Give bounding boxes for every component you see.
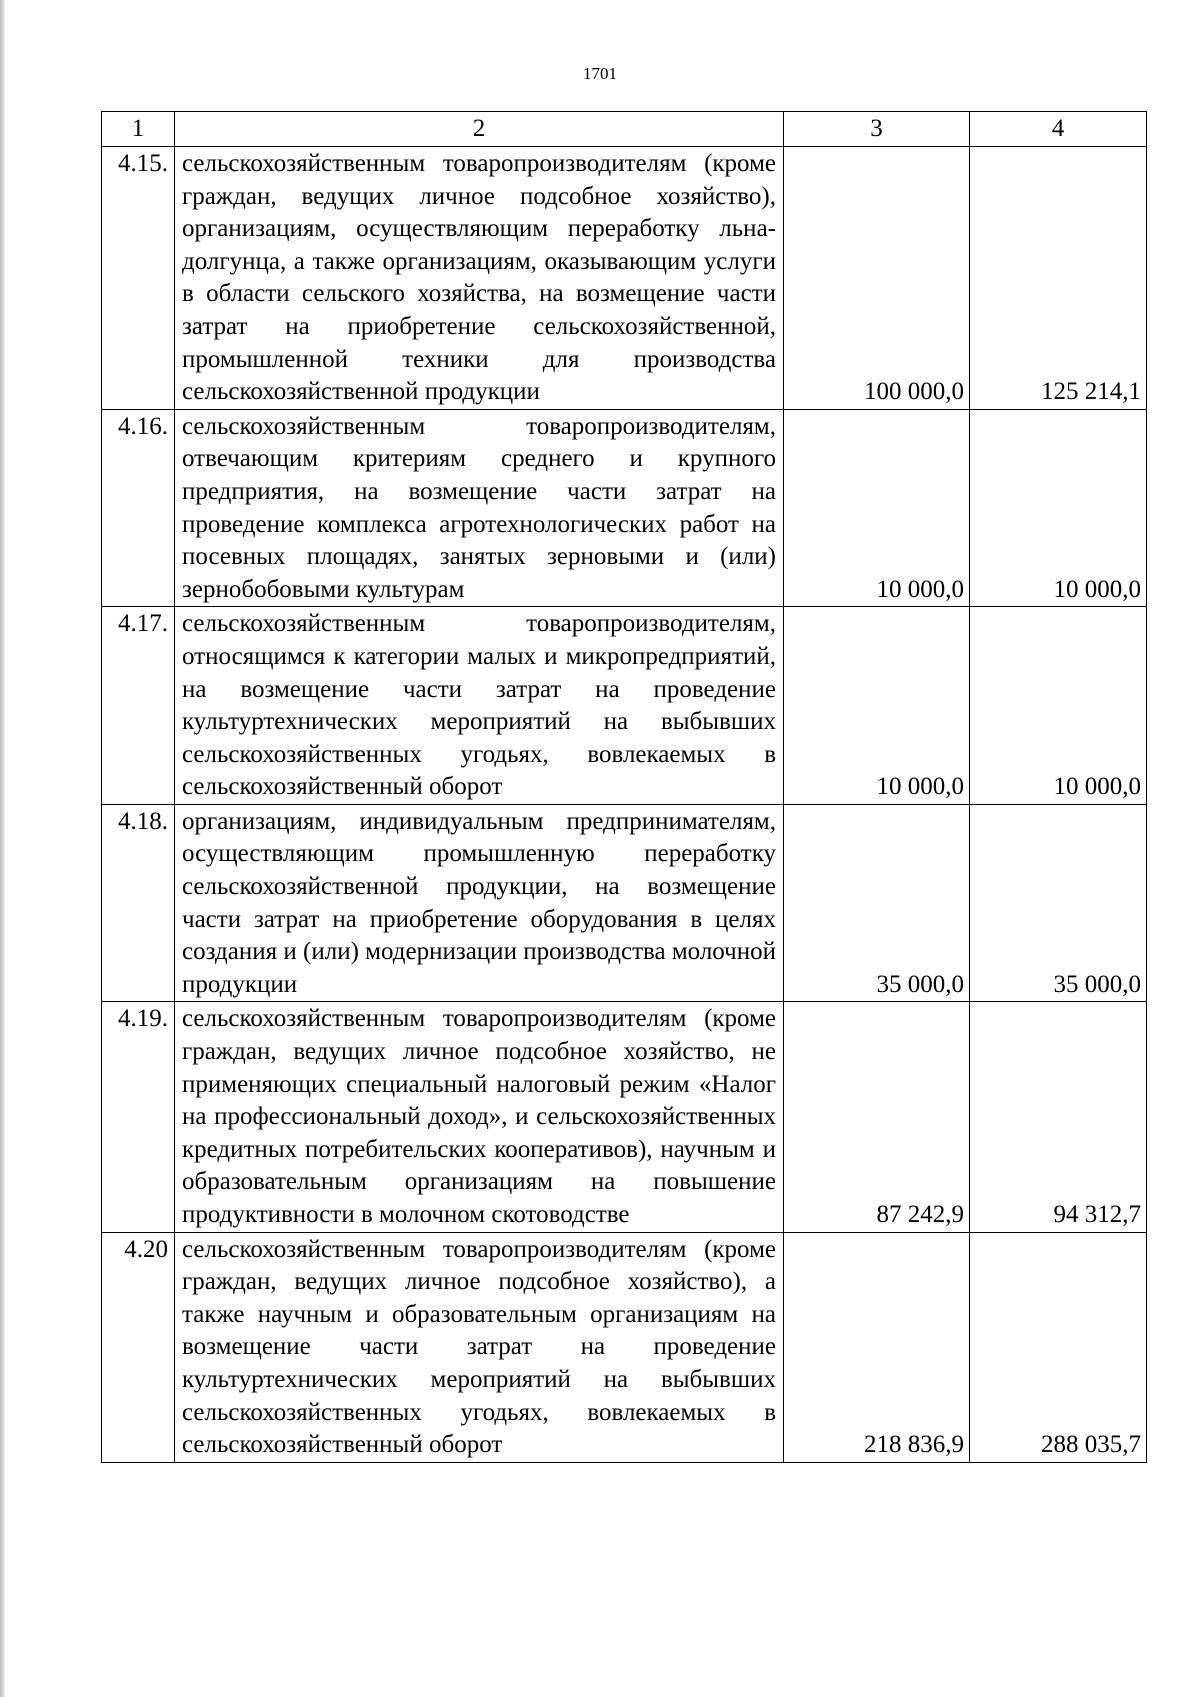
row-description [175,409,784,607]
row-description-text: организациям, индивидуальным предпринимателям, осуществляющим промышленную переработку сельскохозяйственной продукции, на возмещение части затрат на приобретение оборудования в целях создания и (или) модернизации производства молочной продукции [182,807,776,998]
table-row [102,607,1147,805]
scan-edge [0,0,5,1697]
table-row [102,1002,1147,1232]
row-value-col4: 94 312,7 [970,1002,1147,1232]
row-description [175,1232,784,1462]
page-number: 1701 [583,64,617,83]
row-value-col4: 35 000,0 [970,804,1147,1002]
row-description-text: сельскохозяйственным товаропроизводителям, относящимся к категории малых и микропредприятий, на возмещение части затрат на проведение культуртехнических мероприятий на выбывших сельскохозяйственных угодьях, вовлекаемых в сельскохозяйственный оборот [182,610,776,801]
row-number: 4.19. [102,1002,175,1232]
header-cell-1: 1 [102,112,175,147]
row-description [175,607,784,805]
row-description-text: сельскохозяйственным товаропроизводителям (кроме граждан, ведущих личное подсобное хозяйство), а также научным и образовательным организациям на возмещение части затрат на проведение культуртехнических мероприятий на выбывших сельскохозяйственных угодьях, вовлекаемых в сельскохозяйственный оборот [182,1235,776,1459]
row-value-col3: 218 836,9 [784,1232,970,1462]
row-description [175,147,784,410]
row-description-text: сельскохозяйственным товаропроизводителям (кроме граждан, ведущих личное подсобное хозяйство, не применяющих специальный налоговый режим «Налог на профессиональный доход», и сельскохозяйственных кредитных потребительских кооперативов), научным и образовательным организациям на повышение продуктивности в молочном скотоводстве [182,1005,776,1228]
table-row [102,147,1147,410]
row-description-text: сельскохозяйственным товаропроизводителям (кроме граждан, ведущих личное подсобное хозяйство), организациям, осуществляющим переработку льна-долгунца, а также организациям, оказывающим услуги в области сельского хозяйства, на возмещение части затрат на приобретение сельскохозяйственной, промышленной техники для производства сельскохозяйственной продукции [182,150,776,406]
row-value-col3: 87 242,9 [784,1002,970,1232]
row-number: 4.20 [102,1232,175,1462]
row-value-col3: 10 000,0 [784,409,970,607]
row-description [175,1002,784,1232]
budget-table [101,111,1147,1463]
row-value-col3: 100 000,0 [784,147,970,410]
row-value-col4: 125 214,1 [970,147,1147,410]
row-value-col4: 10 000,0 [970,409,1147,607]
row-value-col3: 35 000,0 [784,804,970,1002]
table-row [102,804,1147,1002]
header-cell-4: 4 [970,112,1147,147]
header-cell-3: 3 [784,112,970,147]
row-number: 4.15. [102,147,175,410]
header-cell-2: 2 [175,112,784,147]
row-value-col3: 10 000,0 [784,607,970,805]
row-value-col4: 10 000,0 [970,607,1147,805]
row-value-col4: 288 035,7 [970,1232,1147,1462]
table-header-row [102,112,1147,147]
row-description [175,804,784,1002]
table-row [102,1232,1147,1462]
row-number: 4.16. [102,409,175,607]
row-number: 4.17. [102,607,175,805]
table-row [102,409,1147,607]
row-number: 4.18. [102,804,175,1002]
row-description-text: сельскохозяйственным товаропроизводителям, отвечающим критериям среднего и крупного предприятия, на возмещение части затрат на проведение комплекса агротехнологических работ на посевных площадях, занятых зерновыми и (или) зернобобовыми культурам [182,412,776,603]
